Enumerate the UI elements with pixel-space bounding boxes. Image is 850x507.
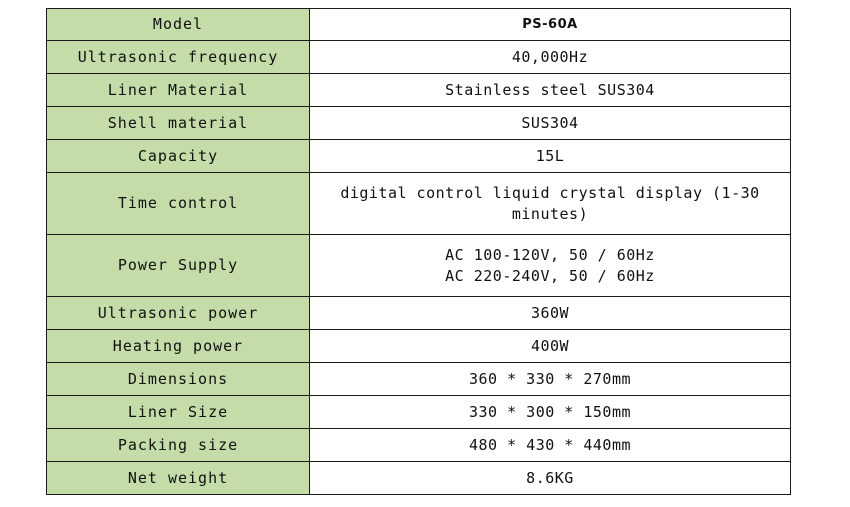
table-row-power-supply — [47, 235, 791, 297]
table-row-shell-material — [47, 107, 791, 140]
table-row-time-control — [47, 173, 791, 235]
value-dimensions: 360 * 330 * 270mm — [310, 363, 791, 396]
spec-table — [46, 8, 791, 495]
label-dimensions: Dimensions — [47, 363, 310, 396]
table-row-liner-material — [47, 74, 791, 107]
value-packing-size: 480 * 430 * 440mm — [310, 429, 791, 462]
value-time-control: digital control liquid crystal display (1-30 minutes) — [310, 173, 791, 235]
value-ultrasonic-frequency: 40,000Hz — [310, 41, 791, 74]
value-heating-power: 400W — [310, 330, 791, 363]
value-shell-material: SUS304 — [310, 107, 791, 140]
value-liner-material: Stainless steel SUS304 — [310, 74, 791, 107]
table-row-net-weight — [47, 462, 791, 495]
label-net-weight: Net weight — [47, 462, 310, 495]
label-time-control: Time control — [47, 173, 310, 235]
table-row-dimensions — [47, 363, 791, 396]
value-liner-size: 330 * 300 * 150mm — [310, 396, 791, 429]
value-ultrasonic-power: 360W — [310, 297, 791, 330]
label-liner-size: Liner Size — [47, 396, 310, 429]
value-net-weight: 8.6KG — [310, 462, 791, 495]
label-heating-power: Heating power — [47, 330, 310, 363]
table-row-ultrasonic-power — [47, 297, 791, 330]
table-row-liner-size — [47, 396, 791, 429]
label-shell-material: Shell material — [47, 107, 310, 140]
power-supply-line-1: AC 100-120V, 50 / 60Hz — [445, 245, 655, 264]
label-packing-size: Packing size — [47, 429, 310, 462]
value-power-supply — [310, 235, 791, 297]
label-model: Model — [47, 9, 310, 41]
value-capacity: 15L — [310, 140, 791, 173]
table-row-model — [47, 9, 791, 41]
table-row-capacity — [47, 140, 791, 173]
power-supply-line-2: AC 220-240V, 50 / 60Hz — [445, 266, 655, 285]
label-power-supply: Power Supply — [47, 235, 310, 297]
label-liner-material: Liner Material — [47, 74, 310, 107]
table-row-packing-size — [47, 429, 791, 462]
label-ultrasonic-power: Ultrasonic power — [47, 297, 310, 330]
table-row-ultrasonic-frequency — [47, 41, 791, 74]
label-ultrasonic-frequency: Ultrasonic frequency — [47, 41, 310, 74]
value-model: PS-60A — [310, 9, 791, 41]
table-row-heating-power — [47, 330, 791, 363]
label-capacity: Capacity — [47, 140, 310, 173]
